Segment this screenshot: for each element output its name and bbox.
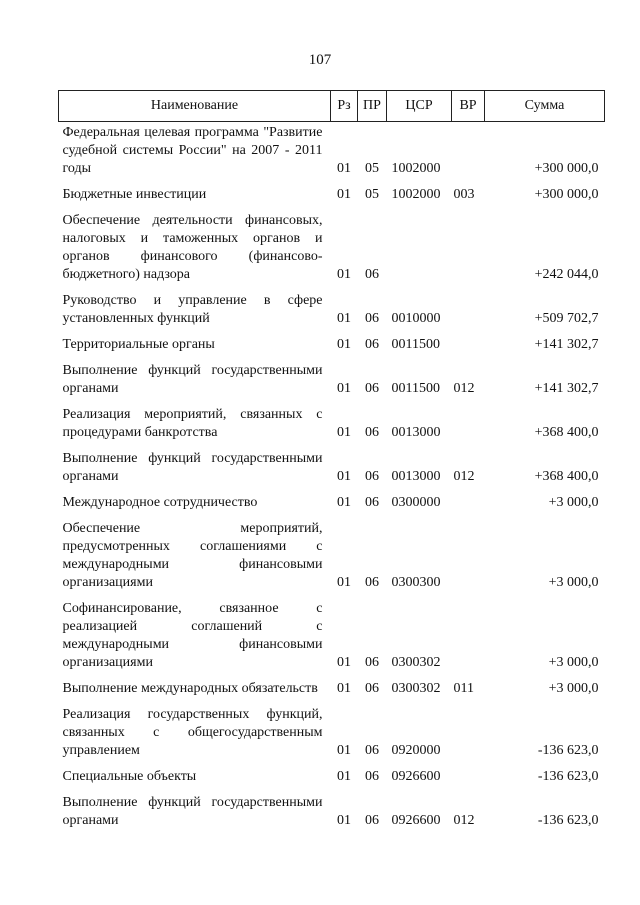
row-sum: +3 000,0 <box>548 575 599 590</box>
row-sum: +141 302,7 <box>534 381 599 396</box>
row-name: Софинансирование, связанное с реализацией соглашений с международными финансовыми организациями <box>62 601 323 670</box>
row-vr: 003 <box>453 187 475 202</box>
row-rz: 01 <box>337 187 351 202</box>
row-vr: 011 <box>453 681 474 696</box>
row-rz: 01 <box>337 813 351 828</box>
row-csr: 0011500 <box>391 381 440 396</box>
table-row <box>59 208 605 288</box>
header-rz: Рз <box>331 91 358 122</box>
table-row <box>59 516 605 596</box>
row-sum: -136 623,0 <box>537 743 599 758</box>
table-body <box>59 122 605 835</box>
row-name: Реализация мероприятий, связанных с процедурами банкротства <box>62 407 323 440</box>
page-number: 107 <box>308 52 332 68</box>
table-row <box>59 764 605 790</box>
header-vr: ВР <box>452 91 485 122</box>
row-vr <box>452 764 485 790</box>
row-pr: 06 <box>365 311 379 326</box>
row-rz: 01 <box>337 337 351 352</box>
row-sum: +242 044,0 <box>534 267 599 282</box>
row-rz: 01 <box>337 655 351 670</box>
row-rz: 01 <box>337 161 351 176</box>
row-sum: +300 000,0 <box>534 187 599 202</box>
row-pr: 06 <box>365 381 379 396</box>
table-row <box>59 446 605 490</box>
row-vr <box>452 122 485 183</box>
table-row <box>59 790 605 834</box>
budget-table <box>58 90 605 834</box>
row-pr: 05 <box>365 187 379 202</box>
row-pr: 06 <box>365 813 379 828</box>
row-sum: +368 400,0 <box>534 469 599 484</box>
row-rz: 01 <box>337 769 351 784</box>
row-vr <box>452 208 485 288</box>
row-csr: 0926600 <box>391 813 441 828</box>
row-csr: 0300300 <box>391 575 441 590</box>
row-rz: 01 <box>337 311 351 326</box>
row-name: Бюджетные инвестиции <box>62 187 207 202</box>
row-sum: +509 702,7 <box>534 311 599 326</box>
header-name: Наименование <box>59 91 331 122</box>
row-csr: 0300302 <box>391 681 441 696</box>
row-vr <box>452 288 485 332</box>
row-csr: 0013000 <box>391 469 441 484</box>
row-sum: +3 000,0 <box>548 681 599 696</box>
row-vr <box>452 596 485 676</box>
table-row <box>59 122 605 183</box>
row-csr: 0300302 <box>391 655 441 670</box>
row-csr: 0010000 <box>391 311 441 326</box>
header-sum: Сумма <box>485 91 605 122</box>
row-name: Обеспечение деятельности финансовых, налоговых и таможенных органов и органов финансового (финансово-бюджетного) надзора <box>62 213 323 282</box>
row-vr <box>452 516 485 596</box>
row-rz: 01 <box>337 381 351 396</box>
row-vr: 012 <box>453 381 475 396</box>
row-rz: 01 <box>337 469 351 484</box>
row-vr <box>452 702 485 764</box>
row-pr: 06 <box>365 425 379 440</box>
table-row <box>59 358 605 402</box>
row-name: Руководство и управление в сфере установленных функций <box>62 293 323 326</box>
table-row <box>59 702 605 764</box>
row-vr: 012 <box>453 469 475 484</box>
row-pr: 05 <box>365 161 379 176</box>
table-row <box>59 332 605 358</box>
table-row <box>59 490 605 516</box>
row-rz: 01 <box>337 495 351 510</box>
row-rz: 01 <box>337 267 351 282</box>
header-pr: ПР <box>358 91 387 122</box>
row-vr: 012 <box>453 813 475 828</box>
row-csr: 1002000 <box>391 187 441 202</box>
row-csr: 0926600 <box>391 769 441 784</box>
row-name: Специальные объекты <box>62 769 197 784</box>
row-rz: 01 <box>337 425 351 440</box>
row-rz: 01 <box>337 681 351 696</box>
row-pr: 06 <box>365 681 379 696</box>
row-csr: 0011500 <box>391 337 440 352</box>
table-row <box>59 676 605 702</box>
table-row <box>59 288 605 332</box>
row-name: Международное сотрудничество <box>62 495 258 510</box>
row-vr <box>452 332 485 358</box>
row-pr: 06 <box>365 267 379 282</box>
row-sum: -136 623,0 <box>537 769 599 784</box>
row-name: Обеспечение мероприятий, предусмотренных соглашениями с международными финансовыми организациями <box>62 521 323 590</box>
row-sum: +3 000,0 <box>548 655 599 670</box>
header-csr: ЦСР <box>387 91 452 122</box>
row-sum: +3 000,0 <box>548 495 599 510</box>
row-name: Выполнение функций государственными органами <box>62 795 323 828</box>
row-vr <box>452 490 485 516</box>
row-pr: 06 <box>365 655 379 670</box>
table-row <box>59 182 605 208</box>
row-pr: 06 <box>365 469 379 484</box>
row-name: Территориальные органы <box>62 337 215 352</box>
row-csr: 0300000 <box>391 495 441 510</box>
row-name: Реализация государственных функций, связанных с общегосударственным управлением <box>62 707 323 758</box>
row-pr: 06 <box>365 769 379 784</box>
row-name: Выполнение международных обязательств <box>62 681 318 696</box>
row-pr: 06 <box>365 337 379 352</box>
row-sum: -136 623,0 <box>537 813 599 828</box>
row-pr: 06 <box>365 743 379 758</box>
row-pr: 06 <box>365 575 379 590</box>
row-sum: +141 302,7 <box>534 337 599 352</box>
row-rz: 01 <box>337 575 351 590</box>
row-csr: 0013000 <box>391 425 441 440</box>
row-pr: 06 <box>365 495 379 510</box>
row-csr: 0920000 <box>391 743 441 758</box>
row-sum: +368 400,0 <box>534 425 599 440</box>
row-sum: +300 000,0 <box>534 161 599 176</box>
row-name: Выполнение функций государственными органами <box>62 363 323 396</box>
row-csr <box>387 208 452 288</box>
row-name: Выполнение функций государственными органами <box>62 451 323 484</box>
row-rz: 01 <box>337 743 351 758</box>
row-name: Федеральная целевая программа "Развитие судебной системы России" на 2007 - 2011 годы <box>62 125 323 176</box>
table-header <box>59 91 605 122</box>
table-row <box>59 596 605 676</box>
row-vr <box>452 402 485 446</box>
table-row <box>59 402 605 446</box>
row-csr: 1002000 <box>391 161 441 176</box>
